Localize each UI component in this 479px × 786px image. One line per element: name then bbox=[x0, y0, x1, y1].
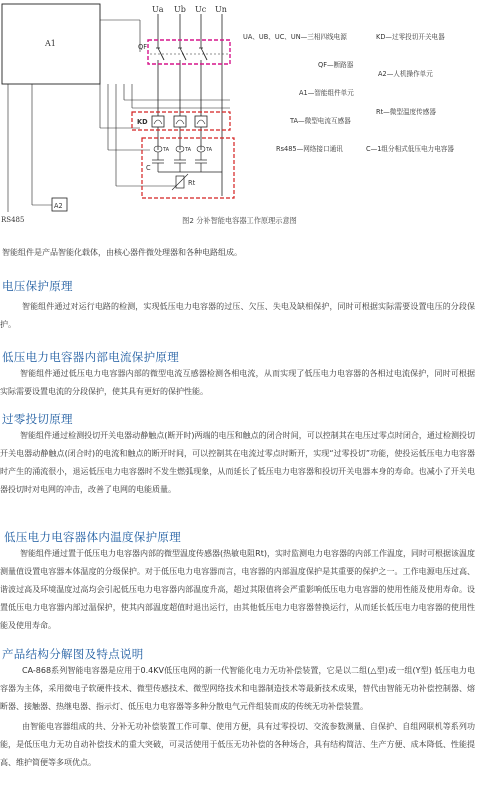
bus-label-uc: Uc bbox=[195, 5, 207, 14]
section-current bbox=[0, 349, 475, 401]
section-zero-crossing bbox=[0, 411, 475, 499]
bus-label-ub: Ub bbox=[174, 5, 186, 14]
section-title: 产品结构分解图及特点说明 bbox=[2, 647, 144, 661]
legend-kd: KD—过零投切开关电器 bbox=[376, 33, 445, 41]
legend-a2: A2—人机操作单元 bbox=[378, 70, 433, 78]
kd-label: KD bbox=[137, 118, 148, 126]
section-body: CA-868系列智能电容器是应用于0.4KV低压电网的新一代智能化电力无功补偿装置，它是以二组(△型)或一组(Y型) 低压电力电容器为主体，采用微电子软硬件技术、微型传感技术、微型网络技术和电器制造技术等最新技术成果，替代由智能无功补偿控制器、熔断器、接触器、热继电器、指示灯、低压电力电容器等多种分散电气元件组装而成的传统无功补偿装置。 bbox=[0, 666, 475, 711]
legend-bus: UA、UB、UC、UN—三相四线电源 bbox=[243, 33, 347, 41]
section-body: 智能组件通过对运行电路的检测，实现低压电力电容器的过压、欠压、失电及缺相保护，同时可根据实际需要设置电压的分段保护。 bbox=[0, 302, 475, 329]
a1-label: A1 bbox=[45, 39, 56, 48]
bus-lines bbox=[158, 14, 222, 196]
section-body: 智能组件通过检测投切开关电器动静触点(断开时)两端的电压和触点的闭合时间，可以控制其在电压过零点时闭合，通过检测投切开关电器动静触点(闭合时)的电流和触点的断开时间，可以控制其在电流过零点时断开，实现“过零投切”功能，使投运低压电力电容器时产生的涌流很小，退运低压电力电容器时不发生燃弧现象，从而延长了低压电力电容器和投切开关电器本身的寿命。也减小了开关电器投切时对电网的冲击，改善了电网的电能质量。 bbox=[0, 431, 475, 494]
section-title: 低压电力电容器内部电流保护原理 bbox=[2, 350, 179, 364]
legend-ta: TA—微型电流互感器 bbox=[290, 117, 351, 125]
intro-text: 智能组件是产品智能化载体，由核心器件微处理器和各种电路组成。 bbox=[2, 248, 242, 257]
rt-label: Rt bbox=[188, 179, 196, 187]
section-title: 过零投切原理 bbox=[2, 412, 73, 426]
section-voltage bbox=[0, 278, 475, 334]
ta-label-1: TA bbox=[163, 147, 170, 153]
section-body: 智能组件通过低压电力电容器内部的微型电流互感器检测各相电流，从而实现了低压电力电容器的各相过电流保护，同时可根据实际需要设置电流的分段保护，使其具有更好的保护性能。 bbox=[0, 369, 475, 396]
section-title: 低压电力电容器体内温度保护原理 bbox=[4, 530, 181, 544]
section-title: 电压保护原理 bbox=[2, 279, 73, 293]
section-body: 智能组件通过置于低压电力电容器内部的微型温度传感器(热敏电阻Rt)，实时监测电力电容器的内部工作温度，同时可根据该温度测量值设置电容器本体温度的分级保护。对于低压电力电容器而言，电容器的内部温度保护是其重要的保护之一。工作电源电压过高、谐波过高及环境温度过高均会引起低压电力电容器内部温度升高，超过其限值将会严重影响低压电力电容器的使用性能及使用寿命。设置低压电力电容器内部过温保护，使其内部温度超值时退出运行，由其他低压电力电容器替换运行，从而延长低压电力电容器的使用性能及使用寿命。 bbox=[0, 549, 475, 630]
diagram-caption: 图2 分补智能电容器工作原理示意图 bbox=[182, 216, 297, 225]
a2-label: A2 bbox=[54, 202, 63, 210]
schematic-diagram bbox=[0, 0, 479, 235]
ta-label-2: TA bbox=[185, 147, 192, 153]
bus-label-ua: Ua bbox=[152, 5, 164, 14]
section-temperature bbox=[0, 529, 475, 635]
legend-rs485: Rs485—网络接口通讯 bbox=[276, 145, 343, 153]
qf-label: QF bbox=[138, 43, 147, 51]
legend-rt: Rt—微型温度传感器 bbox=[376, 108, 436, 116]
ta-label-3: TA bbox=[206, 147, 213, 153]
section-structure bbox=[0, 646, 475, 772]
bus-label-un: Un bbox=[215, 5, 227, 14]
rs485-label: RS485 bbox=[1, 216, 25, 224]
legend-qf: QF—断路器 bbox=[318, 61, 354, 69]
c-label: C bbox=[146, 164, 151, 172]
legend-a1: A1—智能组件单元 bbox=[299, 89, 354, 97]
section-body-2: 由智能电容器组成的共、分补无功补偿装置工作可靠、使用方便，具有过零投切、交流参数测量、自保护、自组网联机等系列功能，是低压电力无功自动补偿技术的重大突破，可灵活使用于低压无功补偿的各种场合，具有结构简洁、生产方便、成本降低、性能提高、维护简便等多项优点。 bbox=[0, 722, 475, 767]
legend-c: C—1组分相式低压电力电容器 bbox=[366, 145, 454, 153]
